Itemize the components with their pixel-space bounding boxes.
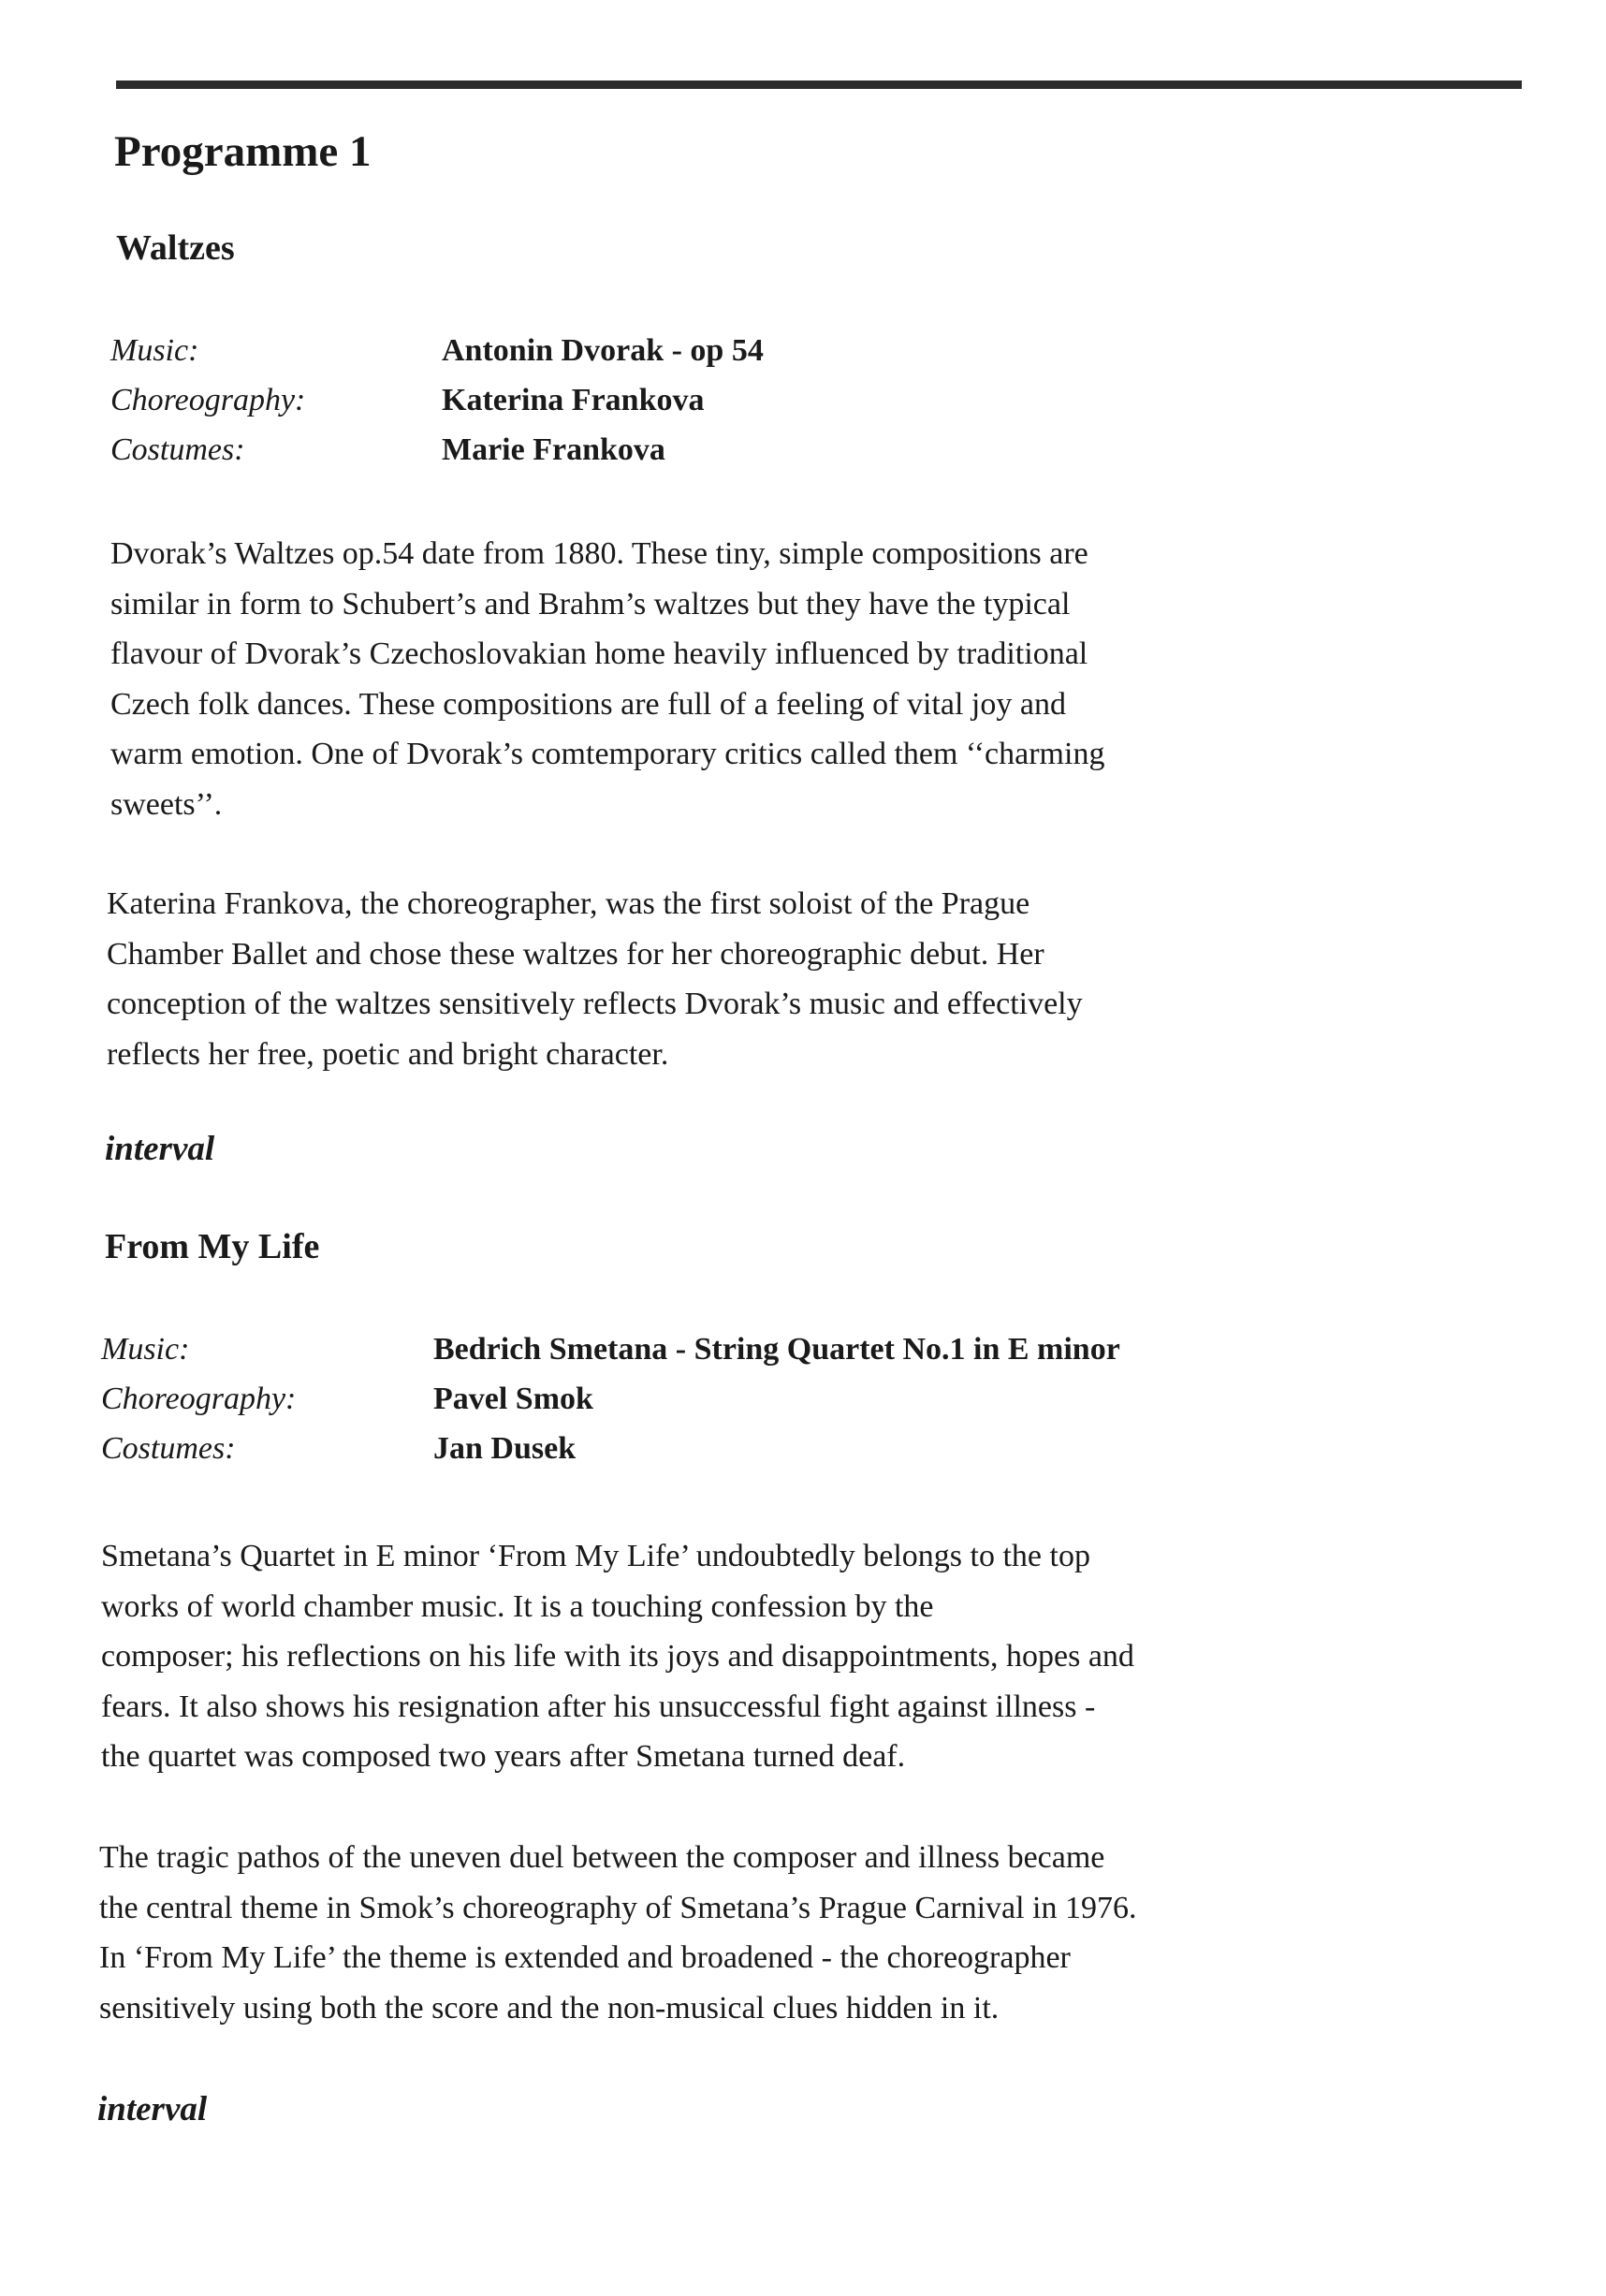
text-line: conception of the waltzes sensitively reflects Dvorak’s music and effectively — [107, 987, 1083, 1021]
text-line: warm emotion. One of Dvorak’s comtemporary critics called them ‘‘charming — [110, 737, 1105, 771]
credit-label-choreography: Choreography: — [101, 1382, 297, 1416]
text-line: fears. It also shows his resignation after his unsuccessful fight against illness - — [101, 1689, 1096, 1724]
text-line: Czech folk dances. These compositions are full of a feeling of vital joy and — [110, 686, 1066, 722]
credit-value-music: Bedrich Smetana - String Quartet No.1 in E minor — [433, 1332, 1120, 1367]
credit-label-costumes: Costumes: — [110, 432, 245, 467]
credit-label-choreography: Choreography: — [110, 383, 306, 417]
text-line: composer; his reflections on his life with its joys and disappointments, hopes and — [101, 1639, 1134, 1674]
credit-value-music: Antonin Dvorak - op 54 — [442, 333, 764, 368]
text-line: Chamber Ballet and chose these waltzes for her choreographic debut. Her — [107, 936, 1044, 972]
text-line: The tragic pathos of the uneven duel between the composer and illness became — [99, 1840, 1105, 1875]
description-paragraph-waltzes-2 — [107, 879, 1083, 1079]
top-rule — [116, 80, 1522, 89]
text-line: sensitively using both the score and the non-musical clues hidden in it. — [99, 1990, 1000, 2025]
interval-label-1: interval — [105, 1130, 215, 1168]
text-line: flavour of Dvorak’s Czechoslovakian home heavily influenced by traditional — [110, 636, 1088, 671]
text-line: Smetana’s Quartet in E minor ‘From My Life’ undoubtedly belongs to the top — [101, 1539, 1090, 1573]
description-paragraph-waltzes-1 — [110, 529, 1104, 829]
description-paragraph-from-my-life-1 — [101, 1531, 1134, 1782]
credit-label-music: Music: — [110, 333, 199, 368]
credit-value-costumes: Marie Frankova — [442, 432, 665, 467]
text-line: Katerina Frankova, the choreographer, was the first soloist of the Prague — [107, 886, 1030, 921]
credit-value-choreography: Pavel Smok — [433, 1382, 593, 1416]
credit-value-choreography: Katerina Frankova — [442, 383, 705, 417]
text-line: the central theme in Smok’s choreography of Smetana’s Prague Carnival in 1976. — [99, 1890, 1137, 1925]
text-line: Dvorak’s Waltzes op.54 date from 1880. These tiny, simple compositions are — [110, 536, 1088, 571]
credit-label-music: Music: — [101, 1332, 190, 1367]
text-line: the quartet was composed two years after Smetana turned deaf. — [101, 1739, 906, 1774]
text-line: reflects her free, poetic and bright character. — [107, 1036, 669, 1072]
text-line: sweets’’. — [110, 786, 223, 822]
text-line: works of world chamber music. It is a touching confession by the — [101, 1588, 934, 1624]
programme-title: Programme 1 — [114, 127, 372, 176]
description-paragraph-from-my-life-2 — [99, 1833, 1137, 2033]
text-line: In ‘From My Life’ the theme is extended and broadened - the choreographer — [99, 1940, 1071, 1975]
credit-value-costumes: Jan Dusek — [433, 1431, 577, 1466]
text-line: similar in form to Schubert’s and Brahm’s waltzes but they have the typical — [110, 586, 1071, 622]
credit-label-costumes: Costumes: — [101, 1431, 236, 1466]
interval-label-2: interval — [97, 2090, 208, 2128]
section-title-waltzes: Waltzes — [116, 228, 235, 268]
section-title-from-my-life: From My Life — [105, 1227, 320, 1266]
